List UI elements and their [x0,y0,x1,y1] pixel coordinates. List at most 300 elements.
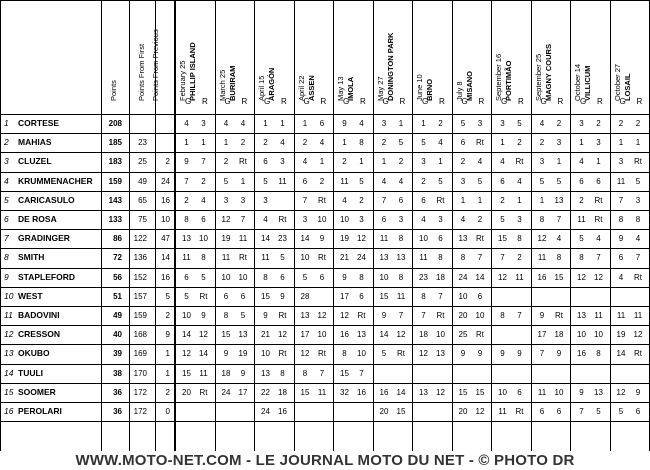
race-result: 4 [635,234,641,244]
grid-result: 9 [342,272,347,282]
race-result: 8 [398,234,404,244]
column-divider [254,0,255,452]
race-result: 12 [199,330,208,340]
grid-result: 20 [458,407,468,416]
grid-result: 15 [300,387,310,397]
race-result: 2 [438,119,443,128]
race-name-2: ARAGÓN [267,67,276,101]
grid-result: 7 [381,195,387,205]
grid-result: 25 [458,330,468,340]
race-result: 6 [517,387,522,397]
race-result: 2 [635,119,641,128]
grid-result: 11 [221,253,231,263]
race-result: 6 [635,407,641,416]
race-result: 16 [357,387,366,397]
race-result: 9 [635,387,641,397]
race-result: 3 [596,138,601,148]
race-result: 9 [517,349,522,359]
grid-result: 11 [537,253,547,263]
grid-result: 2 [539,138,545,148]
race-result: 10 [475,311,485,320]
grid-result: 12 [498,272,507,282]
race-result: 14 [396,387,406,397]
column-divider [610,0,611,452]
points-from-first: 136 [133,253,147,263]
rider-position: 1 [4,118,9,128]
rider-points: 86 [113,234,122,244]
rider-position: 9 [4,271,9,282]
grid-result: 1 [381,157,387,167]
grid-result: 13 [379,253,389,263]
grid-result: 13 [458,234,468,244]
grid-result: 6 [421,195,426,205]
grid-result [179,402,194,421]
race-label: R [399,97,406,106]
rider-name: CRESSON [18,329,61,340]
race-result: 2 [556,119,562,128]
grid-label: G [382,97,389,106]
race-result: 7 [359,368,364,378]
race-result: Rt [634,272,642,282]
grid-result: 2 [579,195,584,205]
grid-result: 8 [539,215,545,224]
column-divider [215,0,216,452]
grid-result: 5 [263,176,268,186]
race-result: 3 [556,138,562,148]
grid-result: 10 [419,234,428,244]
grid-result: 1 [618,138,624,148]
grid-result: 13 [182,234,191,244]
grid-result: 3 [421,157,426,167]
rider-points: 36 [113,387,122,397]
rider-points: 133 [108,215,122,224]
race-result: Rt [436,195,445,205]
race-result: 8 [398,272,404,282]
race-result: 12 [396,330,406,340]
rider-position: 2 [4,137,9,148]
race-result [394,364,409,383]
grid-result: 7 [184,176,189,186]
race-result: Rt [594,215,603,224]
grid-result: 14 [300,234,310,244]
race-result: 5 [477,176,483,186]
race-result: 17 [238,387,248,397]
race-result: 4 [359,119,364,128]
race-result: 8 [517,234,522,244]
race-date-1: March 25 [217,69,227,101]
grid-result: 6 [223,291,229,301]
grid-result: 24 [261,407,270,416]
race-label: R [597,97,603,106]
grid-result: 6 [184,272,189,282]
race-result: Rt [278,349,287,359]
race-result: 23 [278,234,287,244]
race-result: 2 [596,119,601,128]
grid-result [298,402,313,421]
race-result: Rt [594,195,603,205]
race-result: 8 [596,349,601,359]
race-result: 3 [201,119,206,128]
grid-result: 12 [419,349,428,359]
race-result: 3 [477,119,483,128]
column-divider [0,0,1,452]
race-result: 12 [594,272,603,282]
race-name-5: DONINGTON PARK [385,32,395,101]
grid-result: 14 [379,330,389,340]
grid-result: 6 [263,157,268,167]
points-from-previous: 1 [165,349,170,359]
race-result [591,287,606,306]
grid-result: 9 [263,311,268,320]
grid-result: 19 [221,234,231,244]
column-header-from_first: Points From First [137,43,146,101]
grid-result: 9 [223,349,229,359]
grid-result: 9 [184,157,189,167]
race-result: 10 [238,272,248,282]
race-result [354,402,369,421]
race-result [473,364,488,383]
grid-label: G [264,97,271,106]
race-result: Rt [199,387,208,397]
rider-name: GRADINGER [18,233,70,244]
grid-result: 17 [340,291,349,301]
race-result: 2 [240,138,246,148]
points-from-previous: 0 [165,407,170,416]
grid-result: 16 [577,349,586,359]
rider-name: MAHIAS [18,137,52,148]
grid-result [456,364,471,383]
rider-points: 183 [108,157,122,167]
grid-result: 13 [577,311,586,320]
grid-result: 2 [263,138,268,148]
rider-points: 143 [108,195,122,205]
race-name-6: BRNO [425,78,434,101]
grid-result: 12 [300,349,310,359]
grid-result: 4 [302,157,308,167]
race-result: 1 [319,157,325,167]
grid-result [535,364,550,383]
race-date-0: February 25 [178,60,187,101]
grid-result [416,364,431,383]
column-divider [333,0,334,452]
grid-result: 19 [340,234,349,244]
column-divider [373,0,374,452]
race-date-10: October 14 [573,63,582,101]
points-from-previous: 16 [161,272,170,282]
race-date-3: April 22 [296,75,306,101]
race-result: Rt [476,234,484,244]
grid-result: 9 [500,349,505,359]
race-result: Rt [318,349,326,359]
race-result: 5 [240,311,246,320]
points-from-previous: 5 [165,291,170,301]
points-from-first: 25 [138,157,147,167]
rider-position: 12 [4,329,14,340]
race-result: 4 [240,119,246,128]
grid-result: 11 [419,253,428,263]
race-result: 4 [517,176,522,186]
grid-result: 24 [221,387,231,397]
grid-label: G [343,97,350,106]
race-result: Rt [318,253,326,263]
race-date-9: September 25 [533,53,543,101]
grid-result: 6 [500,176,505,186]
points-from-previous: 16 [161,195,170,205]
rider-name: TUULI [18,367,44,378]
grid-label: G [303,97,310,106]
grid-label: G [540,97,547,106]
race-result: 5 [438,176,443,186]
grid-result: 5 [579,234,584,244]
grid-result: 5 [618,407,624,416]
grid-result: 1 [184,138,189,148]
grid-result: 8 [342,349,347,359]
rider-name: CARICASULO [18,194,75,205]
rider-position: 6 [4,214,9,224]
grid-result: 16 [379,387,389,397]
grid-result: 15 [261,291,270,301]
grid-result: 18 [221,368,231,378]
race-result: 5 [517,119,522,128]
race-result: 24 [357,253,366,263]
points-from-previous: 2 [165,157,170,167]
race-result: 4 [596,234,601,244]
race-result: 15 [554,272,564,282]
rider-points: 38 [113,368,122,378]
race-result [433,402,448,421]
grid-result: 8 [460,253,466,263]
grid-result: 20 [182,387,191,397]
race-result: 6 [477,291,483,301]
race-result [315,287,330,306]
race-result: 2 [477,215,483,224]
race-result: 5 [201,272,206,282]
race-result: 15 [396,407,406,416]
race-result: 1 [596,157,601,167]
grid-result: 28 [300,291,310,301]
race-name-0: PHILLIP ISLAND [188,42,197,101]
race-result: 11 [594,311,603,320]
race-result: 14 [199,349,208,359]
rider-position: 13 [4,348,14,359]
grid-result: 6 [539,407,545,416]
rider-points: 36 [113,407,122,416]
race-name-7: MISANO [464,71,474,101]
race-result: Rt [239,253,247,263]
points-from-first: 168 [133,330,147,340]
race-result: 8 [359,138,364,148]
race-result: 7 [556,215,562,224]
grid-result: 15 [498,234,507,244]
grid-result: 9 [579,387,584,397]
race-result: 1 [556,157,562,167]
race-result: 13 [357,330,366,340]
rider-name: CLUZEL [18,156,52,167]
race-result: Rt [476,138,484,148]
rider-position: 7 [4,233,9,244]
rider-name: CORTESE [18,118,60,128]
points-from-first: 75 [138,215,147,224]
column-divider [412,0,413,452]
grid-result: 6 [460,138,466,148]
points-from-first: 170 [133,368,147,378]
grid-result: 3 [579,119,584,128]
race-result: 16 [278,407,287,416]
grid-result: 10 [340,215,349,224]
column-divider [452,0,453,452]
column-divider [531,0,532,452]
grid-label: G [185,97,192,106]
grid-result: 13 [300,311,310,320]
rider-points: 39 [113,349,122,359]
race-result: Rt [397,349,405,359]
grid-result: 12 [182,349,191,359]
grid-result: 4 [460,215,466,224]
grid-result: 13 [261,368,270,378]
rider-position: 4 [4,175,9,186]
race-result [433,364,448,383]
race-name-8: PORTIMÃO [504,60,513,101]
race-result: 6 [438,234,443,244]
race-result: 10 [436,330,445,340]
rider-position: 10 [4,290,14,301]
rider-points: 208 [108,119,122,128]
grid-result [495,287,510,306]
race-result: 10 [357,349,366,359]
race-result: 1 [201,138,206,148]
race-label: R [557,97,564,106]
grid-result: 5 [223,176,229,186]
race-result: 9 [280,291,285,301]
grid-result: 1 [302,119,308,128]
race-result: 18 [554,330,564,340]
rider-points: 51 [113,291,122,301]
race-result: Rt [278,215,287,224]
grid-result: 16 [340,330,349,340]
column-header-from_previous: Points From Previous [151,29,160,101]
grid-result: 11 [616,176,626,186]
race-result [512,325,527,344]
grid-label: G [619,97,626,106]
grid-result: 11 [261,253,270,263]
race-result: Rt [318,195,326,205]
race-result: 2 [398,157,404,167]
race-result [512,364,527,383]
grid-result: 13 [419,387,428,397]
rider-position: 15 [4,386,14,397]
grid-result: 12 [221,215,231,224]
race-result: 4 [398,176,404,186]
grid-result: 4 [263,215,268,224]
race-result: 2 [517,253,522,263]
grid-result: 6 [618,253,624,263]
race-result: 11 [633,311,643,320]
grid-result: 7 [618,195,624,205]
race-result [236,402,251,421]
grid-result: 17 [300,330,310,340]
race-name-9: MAGNY COURS [543,44,553,101]
grid-result: 8 [302,368,308,378]
race-result [591,364,606,383]
race-result: 12 [475,407,485,416]
grid-label: G [580,97,587,106]
grid-result: 2 [342,157,347,167]
grid-result: 11 [340,176,349,186]
race-result: 6 [240,291,246,301]
race-result: Rt [436,311,445,320]
grid-result: 12 [577,272,586,282]
race-result: 7 [398,311,404,320]
race-date-6: June 10 [415,74,424,101]
grid-result: 6 [381,215,387,224]
grid-result: 24 [458,272,468,282]
race-result: Rt [199,291,208,301]
race-result [552,364,567,383]
points-from-first: 152 [133,272,147,282]
grid-result: 3 [223,195,229,205]
grid-result: 10 [261,349,270,359]
race-label: R [202,97,208,106]
race-result: 12 [317,311,327,320]
grid-result [337,402,352,421]
grid-result: 1 [421,119,426,128]
race-result: 8 [556,253,562,263]
grid-result [535,287,550,306]
race-result: 13 [594,387,603,397]
grid-result: 5 [539,176,545,186]
grid-result: 3 [302,215,308,224]
grid-result: 8 [263,272,268,282]
race-result: 12 [278,330,287,340]
column-divider [175,0,176,452]
grid-result: 14 [616,349,626,359]
grid-result: 4 [342,195,347,205]
points-from-first: 23 [138,138,147,148]
race-result: 7 [240,215,246,224]
grid-result: 1 [223,138,229,148]
race-result: 10 [317,330,327,340]
race-label: R [518,97,524,106]
grid-result: 5 [460,119,466,128]
race-date-7: July 8 [454,81,464,101]
rider-name: SMITH [18,252,45,263]
grid-result: 7 [302,195,308,205]
race-result: 12 [357,234,366,244]
points-from-previous: 9 [165,330,170,340]
points-from-first: 157 [133,291,147,301]
grid-result: 3 [618,157,624,167]
race-label: R [636,97,643,106]
race-result: 6 [201,215,206,224]
grid-result: 11 [577,215,586,224]
race-result [631,287,646,306]
rider-name: OKUBO [18,348,50,359]
grid-result: 2 [302,138,308,148]
race-result: 9 [477,349,483,359]
grid-result: 11 [498,407,507,416]
race-name-10: VILLICUM [583,65,592,101]
grid-result: 6 [302,176,308,186]
points-from-previous: 24 [161,176,170,186]
race-result: 3 [280,157,285,167]
grid-result: 12 [616,387,626,397]
race-result: 6 [556,407,562,416]
race-result: 11 [396,291,406,301]
grid-result: 10 [458,291,468,301]
race-result: 1 [635,138,641,148]
grid-result: 10 [379,272,389,282]
race-result: Rt [476,330,484,340]
